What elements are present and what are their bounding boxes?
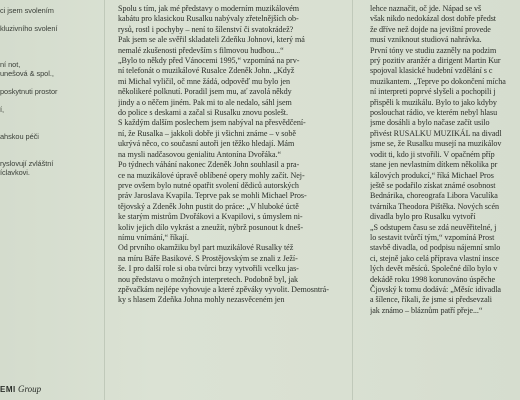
text-line: Pak jsem se ale svěřil skladateli Zdeňku Johnovi, který má [118,35,305,45]
text-line: stane jen nevlastním dítkem několika pr [370,160,498,170]
text-line: musí vzniknout studiová nahrávka. [370,35,482,45]
text-line: lých devět měsíců. Společné dílo bylo v [370,264,498,274]
text-line: však nikdo nedokázal dost dobře předst [370,14,496,24]
text-line: Bednárika, choreografa Libora Vaculíka [370,191,498,201]
text-line: jsme se, že Rusalku musejí na muzikálov [370,139,502,149]
text-line [0,51,90,60]
text-line: jindy a o něčem jiném. Pak mi to ale nedalo, sáhl jsem [118,97,292,107]
text-line: ní telefonát o muzikálové Rusalce Zdeněk John. „Když [118,66,295,76]
text-line [0,141,90,150]
text-line [0,78,90,87]
text-line: rysů, rostl i pochyby – není to šílenství či svatokrádež? [118,24,294,34]
brand-part-1: EMI [0,385,16,394]
text-line: práv Jaroslava Kvapila. Teprve pak se mohli Michael Pros- [118,191,307,201]
text-line: í, [0,105,5,114]
text-line: kluzivního svolení [0,24,58,33]
text-line: divadla bylo pro Rusalku vytvoří [370,212,476,222]
text-line: S každým dalším poslechem jsem nabýval na přesvědčení- [118,118,306,128]
text-line: Od prvního okamžiku byl part muzikálové Rusalky též [118,243,294,253]
text-line: lehce naznačit, oč jde. Nápad se vš [370,4,482,13]
text-line [0,33,90,42]
text-line: mi Michal vyličil, oč mne žádá, odpověď mu bylo jen [118,76,290,86]
text-line: ci jsem svolením [0,6,54,15]
text-line: prve ovšem bylo nutné opatřit svolení dědiců autorských [118,180,299,190]
text-line: ce na muzikálové úpravě oblíbené opery mohly začít. Nej- [118,170,305,180]
text-line: stavbě divadla, od podpisu nájemní smlo [370,243,501,253]
left-column [0,6,90,177]
text-line: ryslovují zvláštní [0,159,54,168]
text-line: První tóny ve studiu zazněly na podzim [370,45,497,55]
text-line [0,114,90,123]
text-line: ještě se podařilo získat známé osobnost [370,180,496,190]
text-line: ahskou péči [0,132,39,141]
text-line: zpěvačkám nejlépe vyhovuje a které zpěváky vyvolit. Demosntrá- [118,284,329,294]
text-line: ci, stejně jako celá příprava vlastní insce [370,253,499,263]
text-line: jak známo – bláznům patří přeje...“ [370,305,483,315]
text-line: koliv jejich dílo vykrást a zneužít, nýbrž posunout k dneš- [118,222,303,232]
text-line: Čjovský k tomu dodává: „Měsíc idivadla [370,284,501,294]
text-line: spojoval klasické hudební vzdělání s c [370,66,493,76]
text-line [0,96,90,105]
text-line: „Bylo to někdy před Vánocemi 1995,“ vzpomíná na prv- [118,56,300,66]
text-line: poskytnuti prostor [0,87,58,96]
text-line [0,15,90,24]
text-line: Po týdnech váhání nakonec Zdeněk John souhlasil a pra- [118,160,300,170]
text-line: na míru Báře Basikové. S Prostějovským se znali z Ježí- [118,253,298,263]
column-gutter [352,0,353,400]
text-line: tějovský a Zdeněk John pustit do práce: „V hluboké úctě [118,201,299,211]
text-line: še. I pro další role si oba tvůrci brzy vytvořili vcelku jas- [118,264,299,274]
text-line: přivést RUSALKU MUZIKÁL na divadl [370,128,502,138]
middle-column [118,4,330,306]
text-line: ky s hlasem Zdeňka Johna mohly nezasvěceném jen [118,295,285,305]
text-line: jsme dosáhli a bylo načase začít usilo [370,118,490,128]
text-line: že dříve než dojde na jevištní provede [370,24,491,34]
text-line: lo sestavit tvůrčí tým,“ vzpomíná Prost [370,232,495,242]
text-line [0,123,90,132]
text-line: ní interpreti poprvé slyšeli a pochopili j [370,87,496,97]
text-line: ní, že Rusalka – jakkoli dobře ji všichni známe – v sobě [118,128,296,138]
text-line: kálových produkcí,“ říká Michael Pros [370,170,494,180]
text-line: íclavkovi. [0,168,30,177]
text-line: do police s deskami a začal si Rusalku znovu poslešt. [118,108,288,118]
text-line: „S odstupem času se zdá neuvěřitelné, j [370,222,497,232]
text-line: nemalé zkušenosti především s filmovou hudbou...“ [118,45,284,55]
column-gutter [104,0,105,400]
text-line: přispěli k muzikálu. Bylo to jako kdyby [370,97,497,107]
text-line: muzikantem. „Teprve po dokončení mícha [370,76,506,86]
text-line: poslouchat rádio, ve kterém nebyl hlasu [370,108,498,118]
text-line: tvárníka Theodora Pištěka. Nových scén [370,201,499,211]
text-line: dekádě roku 1998 korunováno úspěche [370,274,496,284]
text-line: ukrývá něco, co současní autoři jen těžko hledají. Mám [118,139,295,149]
text-line [0,42,90,51]
text-line: nou představu o možných interpretech. Podobně byl, jak [118,274,299,284]
right-column [370,4,520,316]
text-line: prý pozitiv aranžér a dirigent Martin Kur [370,56,501,66]
text-line: ke starým mistrům Dvořákovi a Kvapilovi, s úmyslem ni- [118,212,303,222]
text-line: Spolu s tím, jak mé představy o moderním muzikálovém [118,4,300,13]
brand-part-2: Group [17,384,42,394]
text-line: na mysli nadčasovou genialitu Antonína Dvořáka.“ [118,149,282,159]
text-line: několikeré polknutí. Poradil jsem mu, ať zavolá někdy [118,87,292,97]
publisher-logo [0,384,90,394]
text-line: kabátu pro klasickou Rusalku nabývaly zřetelnějších ob- [118,14,299,24]
text-line: vodit ti, kdo ji stvořili. V opačném příp [370,149,495,159]
text-line: ní not, [0,60,21,69]
text-line: nímu vnímání,“ říkají. [118,232,189,242]
text-line [0,150,90,159]
text-line: a šílence, říkali, že jsme si předsevzali [370,295,493,305]
text-line: uneŝová & spol., [0,69,54,78]
